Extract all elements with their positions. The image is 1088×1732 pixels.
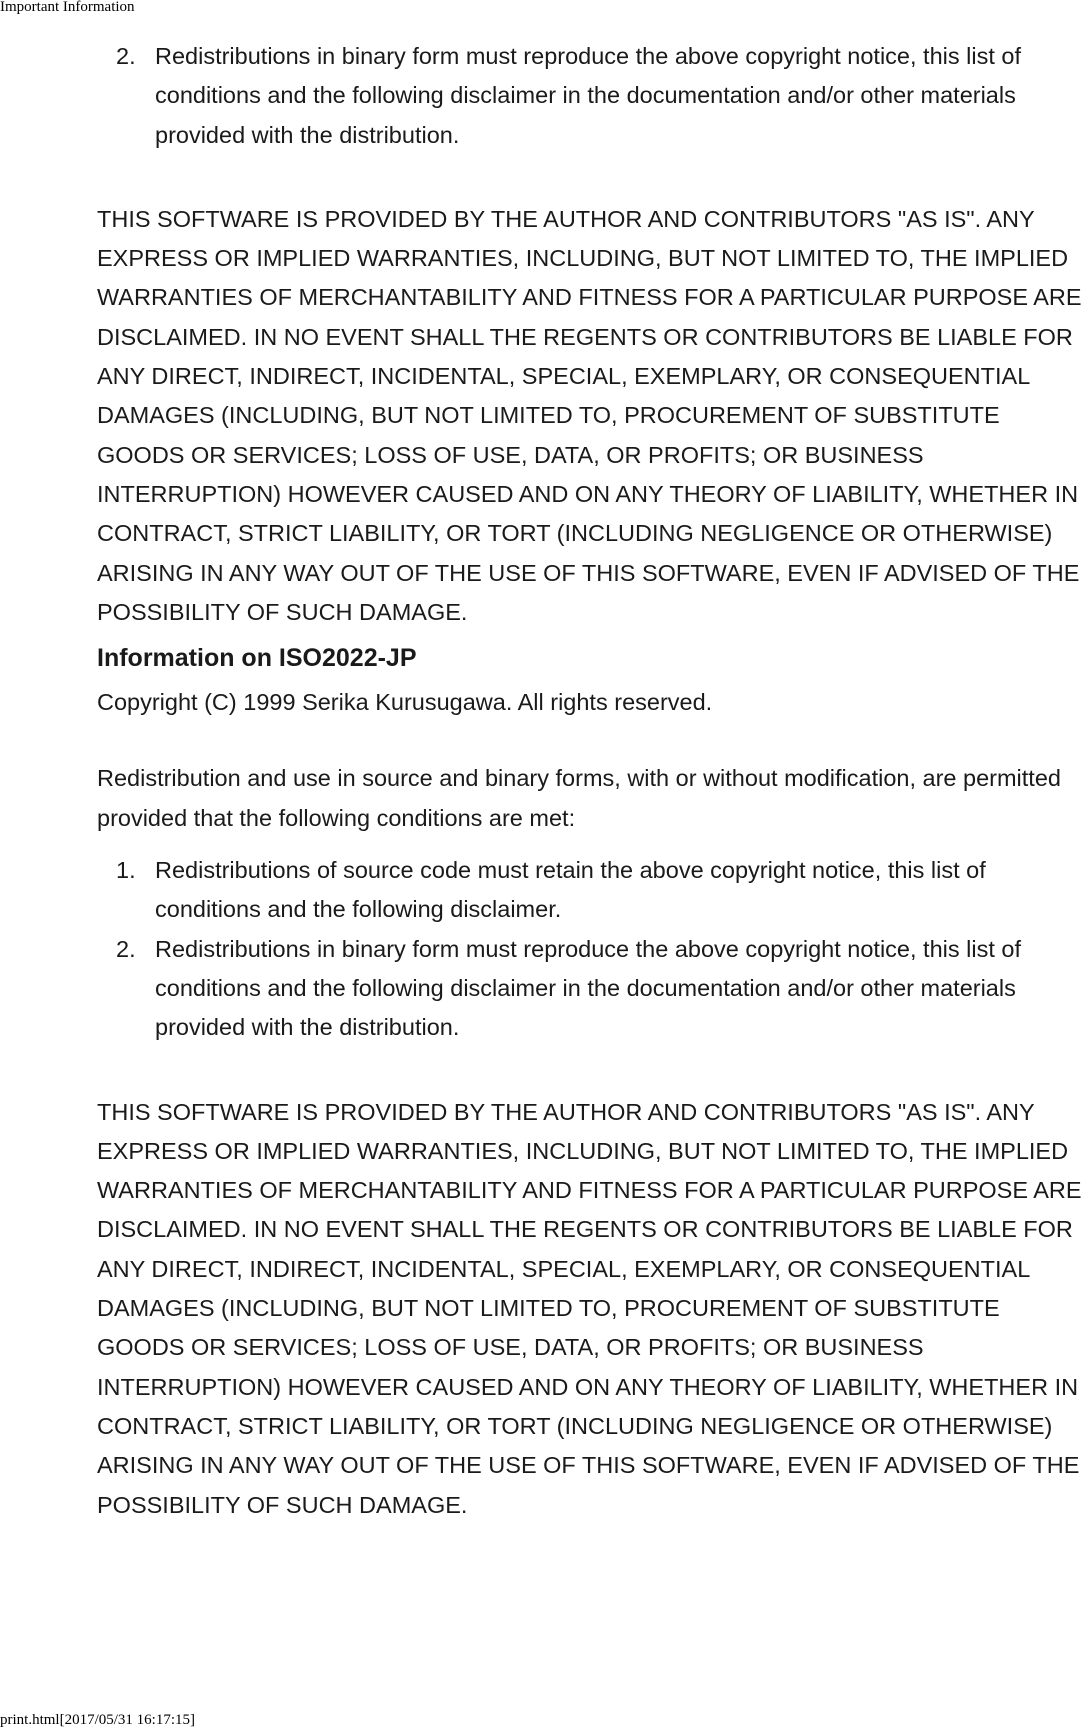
disclaimer-paragraph: THIS SOFTWARE IS PROVIDED BY THE AUTHOR AND CONTRIBUTORS "AS IS". ANY EXPRESS OR IMPLIED WARRANTIES, INCLUDING, BUT NOT LIMITED TO, THE IMPLIED WARRANTIES OF MERCHANTABILITY AND FITNESS FOR A PARTICULAR PURPOSE ARE DISCLAIMED. IN NO EVENT SHALL THE REGENTS OR CONTRIBUTORS BE LIABLE FOR ANY DIRECT, INDIRECT, INCIDENTAL, SPECIAL, EXEMPLARY, OR CONSEQUENTIAL DAMAGES (INCLUDING, BUT NOT LIMITED TO, PROCUREMENT OF SUBSTITUTE GOODS OR SERVICES; LOSS OF USE, DATA, OR PROFITS; OR BUSINESS INTERRUPTION) HOWEVER CAUSED AND ON ANY THEORY OF LIABILITY, WHETHER IN CONTRACT, STRICT LIABILITY, OR TORT (INCLUDING NEGLIGENCE OR OTHERWISE) ARISING IN ANY WAY OUT OF THE USE OF THIS SOFTWARE, EVEN IF ADVISED OF THE POSSIBILITY OF SUCH DAMAGE. bbox=[97, 205, 1082, 625]
print-footer-source: print.html[2017/05/31 16:17:15] bbox=[0, 1712, 195, 1728]
spacer bbox=[97, 155, 1082, 200]
print-header-title: Important Information bbox=[0, 0, 135, 15]
conditions-list-continued bbox=[97, 37, 1082, 155]
document-content bbox=[97, 37, 1082, 1525]
conditions-list bbox=[97, 851, 1082, 1047]
list-item bbox=[97, 37, 1082, 155]
redistribution-intro: Redistribution and use in source and binary forms, with or without modification, are permitted provided that the following conditions are met: bbox=[97, 765, 1061, 831]
list-item-number: 2. bbox=[116, 43, 136, 69]
list-item-number: 2. bbox=[116, 935, 136, 962]
list-item bbox=[97, 930, 1082, 1048]
list-item bbox=[97, 851, 1082, 930]
disclaimer-paragraph: THIS SOFTWARE IS PROVIDED BY THE AUTHOR AND CONTRIBUTORS "AS IS". ANY EXPRESS OR IMPLIED WARRANTIES, INCLUDING, BUT NOT LIMITED TO, THE IMPLIED WARRANTIES OF MERCHANTABILITY AND FITNESS FOR A PARTICULAR PURPOSE ARE DISCLAIMED. IN NO EVENT SHALL THE REGENTS OR CONTRIBUTORS BE LIABLE FOR ANY DIRECT, INDIRECT, INCIDENTAL, SPECIAL, EXEMPLARY, OR CONSEQUENTIAL DAMAGES (INCLUDING, BUT NOT LIMITED TO, PROCUREMENT OF SUBSTITUTE GOODS OR SERVICES; LOSS OF USE, DATA, OR PROFITS; OR BUSINESS INTERRUPTION) HOWEVER CAUSED AND ON ANY THEORY OF LIABILITY, WHETHER IN CONTRACT, STRICT LIABILITY, OR TORT (INCLUDING NEGLIGENCE OR OTHERWISE) ARISING IN ANY WAY OUT OF THE USE OF THIS SOFTWARE, EVEN IF ADVISED OF THE POSSIBILITY OF SUCH DAMAGE. bbox=[97, 1098, 1082, 1518]
spacer bbox=[97, 1048, 1082, 1093]
list-item-text: Redistributions of source code must retain the above copyright notice, this list of conditions and the following disclaimer. bbox=[155, 857, 986, 923]
list-item-text: Redistributions in binary form must reproduce the above copyright notice, this list of conditions and the following disclaimer in the documentation and/or other materials provided with the distribution. bbox=[155, 935, 1022, 1041]
list-item-text: Redistributions in binary form must reproduce the above copyright notice, this list of conditions and the following disclaimer in the documentation and/or other materials provided with the distribution. bbox=[155, 43, 1022, 148]
list-item-number: 1. bbox=[116, 857, 136, 884]
copyright-notice: Copyright (C) 1999 Serika Kurusugawa. All rights reserved. bbox=[97, 689, 713, 716]
section-heading-iso2022jp: Information on ISO2022-JP bbox=[97, 644, 417, 673]
